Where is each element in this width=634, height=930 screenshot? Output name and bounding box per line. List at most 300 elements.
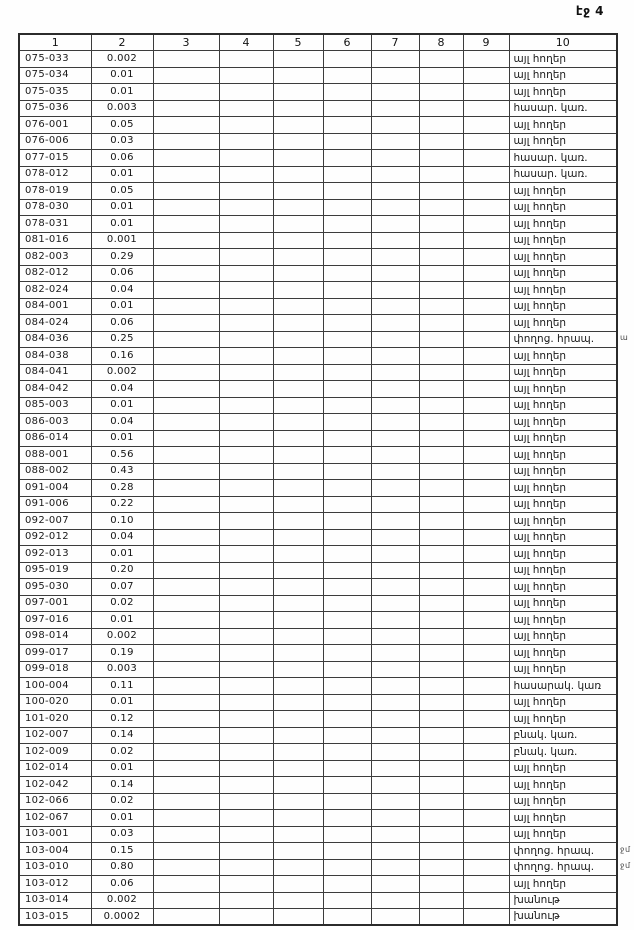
- empty-cell: [419, 84, 463, 101]
- land-category-cell: այլ հողեր: [509, 51, 617, 68]
- empty-cell: [371, 859, 419, 876]
- table-row: [19, 348, 617, 365]
- empty-cell: [463, 595, 509, 612]
- empty-cell: [219, 826, 273, 843]
- parcel-code-cell: 103-015: [19, 909, 91, 926]
- empty-cell: [219, 711, 273, 728]
- empty-cell: [323, 282, 371, 299]
- empty-cell: [419, 760, 463, 777]
- empty-cell: [371, 496, 419, 513]
- table-row: [19, 892, 617, 909]
- empty-cell: [153, 265, 219, 282]
- land-category-cell: այլ հողեր: [509, 694, 617, 711]
- empty-cell: [371, 529, 419, 546]
- land-category-cell: այլ հողեր: [509, 183, 617, 200]
- table-row: [19, 232, 617, 249]
- parcel-code-cell: 084-038: [19, 348, 91, 365]
- empty-cell: [463, 628, 509, 645]
- empty-cell: [219, 546, 273, 563]
- empty-cell: [419, 282, 463, 299]
- empty-cell: [463, 166, 509, 183]
- empty-cell: [273, 480, 323, 497]
- empty-cell: [371, 826, 419, 843]
- empty-cell: [153, 529, 219, 546]
- empty-cell: [419, 364, 463, 381]
- parcel-code-cell: 077-015: [19, 150, 91, 167]
- table-row: [19, 843, 617, 860]
- empty-cell: [371, 348, 419, 365]
- empty-cell: [219, 727, 273, 744]
- parcel-code-cell: 100-020: [19, 694, 91, 711]
- empty-cell: [371, 183, 419, 200]
- land-category-cell: հասարակ. կառ: [509, 678, 617, 695]
- empty-cell: [219, 117, 273, 134]
- empty-cell: [273, 661, 323, 678]
- empty-cell: [153, 199, 219, 216]
- empty-cell: [371, 628, 419, 645]
- empty-cell: [323, 826, 371, 843]
- empty-cell: [463, 513, 509, 530]
- area-value-cell: 0.01: [91, 216, 153, 233]
- empty-cell: [219, 298, 273, 315]
- table-row: [19, 711, 617, 728]
- empty-cell: [153, 133, 219, 150]
- empty-cell: [323, 348, 371, 365]
- empty-cell: [323, 777, 371, 794]
- empty-cell: [273, 876, 323, 893]
- area-value-cell: 0.11: [91, 678, 153, 695]
- empty-cell: [371, 447, 419, 464]
- empty-cell: [419, 331, 463, 348]
- empty-cell: [273, 117, 323, 134]
- empty-cell: [219, 282, 273, 299]
- empty-cell: [419, 430, 463, 447]
- land-category-cell: բնակ. կառ.: [509, 744, 617, 761]
- empty-cell: [323, 513, 371, 530]
- area-value-cell: 0.001: [91, 232, 153, 249]
- empty-cell: [419, 909, 463, 926]
- empty-cell: [463, 249, 509, 266]
- empty-cell: [153, 678, 219, 695]
- empty-cell: [153, 282, 219, 299]
- table-row: [19, 909, 617, 926]
- empty-cell: [463, 612, 509, 629]
- empty-cell: [419, 348, 463, 365]
- empty-cell: [273, 183, 323, 200]
- land-category-cell: այլ հողեր: [509, 826, 617, 843]
- empty-cell: [273, 777, 323, 794]
- area-value-cell: 0.06: [91, 150, 153, 167]
- empty-cell: [419, 381, 463, 398]
- empty-cell: [371, 661, 419, 678]
- empty-cell: [463, 562, 509, 579]
- empty-cell: [219, 51, 273, 68]
- empty-cell: [419, 199, 463, 216]
- empty-cell: [219, 331, 273, 348]
- empty-cell: [273, 727, 323, 744]
- empty-cell: [419, 826, 463, 843]
- empty-cell: [371, 150, 419, 167]
- parcel-code-cell: 091-006: [19, 496, 91, 513]
- empty-cell: [371, 67, 419, 84]
- area-value-cell: 0.002: [91, 51, 153, 68]
- parcel-code-cell: 088-002: [19, 463, 91, 480]
- empty-cell: [273, 331, 323, 348]
- empty-cell: [371, 810, 419, 827]
- empty-cell: [273, 447, 323, 464]
- land-category-cell: այլ հողեր: [509, 216, 617, 233]
- empty-cell: [323, 529, 371, 546]
- empty-cell: [273, 496, 323, 513]
- empty-cell: [153, 612, 219, 629]
- land-category-cell: խանութ: [509, 892, 617, 909]
- empty-cell: [371, 216, 419, 233]
- table-row: [19, 579, 617, 596]
- empty-cell: [323, 876, 371, 893]
- empty-cell: [323, 892, 371, 909]
- area-value-cell: 0.14: [91, 777, 153, 794]
- column-header: 3: [153, 34, 219, 51]
- column-header: 8: [419, 34, 463, 51]
- empty-cell: [419, 645, 463, 662]
- empty-cell: [463, 678, 509, 695]
- empty-cell: [323, 397, 371, 414]
- empty-cell: [273, 546, 323, 563]
- empty-cell: [273, 793, 323, 810]
- empty-cell: [323, 645, 371, 662]
- area-value-cell: 0.002: [91, 364, 153, 381]
- empty-cell: [219, 859, 273, 876]
- empty-cell: [219, 67, 273, 84]
- land-category-cell: այլ հողեր: [509, 661, 617, 678]
- empty-cell: [323, 67, 371, 84]
- empty-cell: [463, 661, 509, 678]
- parcel-code-cell: 078-031: [19, 216, 91, 233]
- empty-cell: [323, 579, 371, 596]
- empty-cell: [419, 661, 463, 678]
- empty-cell: [219, 480, 273, 497]
- empty-cell: [419, 892, 463, 909]
- land-category-cell: հասար. կառ.: [509, 166, 617, 183]
- empty-cell: [219, 694, 273, 711]
- empty-cell: [371, 777, 419, 794]
- area-value-cell: 0.20: [91, 562, 153, 579]
- column-header: 5: [273, 34, 323, 51]
- column-header: 7: [371, 34, 419, 51]
- empty-cell: [273, 579, 323, 596]
- empty-cell: [419, 744, 463, 761]
- parcel-code-cell: 081-016: [19, 232, 91, 249]
- table-row: [19, 430, 617, 447]
- empty-cell: [323, 183, 371, 200]
- table-row: [19, 381, 617, 398]
- empty-cell: [273, 216, 323, 233]
- empty-cell: [153, 315, 219, 332]
- empty-cell: [273, 513, 323, 530]
- empty-cell: [419, 859, 463, 876]
- area-value-cell: 0.03: [91, 133, 153, 150]
- empty-cell: [153, 760, 219, 777]
- empty-cell: [371, 166, 419, 183]
- parcel-code-cell: 097-016: [19, 612, 91, 629]
- land-category-cell: այլ հողեր: [509, 876, 617, 893]
- empty-cell: [273, 414, 323, 431]
- empty-cell: [371, 892, 419, 909]
- empty-cell: [153, 843, 219, 860]
- parcel-code-cell: 092-012: [19, 529, 91, 546]
- parcel-code-cell: 103-001: [19, 826, 91, 843]
- empty-cell: [323, 678, 371, 695]
- empty-cell: [463, 67, 509, 84]
- parcel-code-cell: 084-041: [19, 364, 91, 381]
- land-category-cell: այլ հողեր: [509, 315, 617, 332]
- table-row: [19, 628, 617, 645]
- empty-cell: [273, 760, 323, 777]
- empty-cell: [371, 562, 419, 579]
- empty-cell: [153, 793, 219, 810]
- empty-cell: [153, 447, 219, 464]
- table-row: [19, 727, 617, 744]
- empty-cell: [219, 150, 273, 167]
- parcel-code-cell: 075-034: [19, 67, 91, 84]
- parcel-code-cell: 076-006: [19, 133, 91, 150]
- empty-cell: [153, 711, 219, 728]
- empty-cell: [419, 51, 463, 68]
- table-row: [19, 117, 617, 134]
- empty-cell: [371, 760, 419, 777]
- empty-cell: [323, 100, 371, 117]
- area-value-cell: 0.19: [91, 645, 153, 662]
- empty-cell: [273, 67, 323, 84]
- land-category-cell: այլ հողեր: [509, 249, 617, 266]
- table-row: [19, 546, 617, 563]
- table-row: [19, 150, 617, 167]
- empty-cell: [219, 777, 273, 794]
- empty-cell: [219, 348, 273, 365]
- parcel-code-cell: 086-003: [19, 414, 91, 431]
- empty-cell: [273, 298, 323, 315]
- area-value-cell: 0.02: [91, 744, 153, 761]
- empty-cell: [463, 282, 509, 299]
- empty-cell: [219, 628, 273, 645]
- empty-cell: [219, 199, 273, 216]
- table-row: [19, 496, 617, 513]
- empty-cell: [273, 364, 323, 381]
- area-value-cell: 0.06: [91, 315, 153, 332]
- table-row: [19, 513, 617, 530]
- column-header: 2: [91, 34, 153, 51]
- empty-cell: [419, 595, 463, 612]
- land-category-cell: այլ հողեր: [509, 760, 617, 777]
- empty-cell: [463, 447, 509, 464]
- empty-cell: [219, 513, 273, 530]
- empty-cell: [219, 612, 273, 629]
- area-value-cell: 0.01: [91, 397, 153, 414]
- parcel-code-cell: 084-042: [19, 381, 91, 398]
- table-row: [19, 661, 617, 678]
- empty-cell: [463, 315, 509, 332]
- area-value-cell: 0.04: [91, 381, 153, 398]
- parcel-code-cell: 103-004: [19, 843, 91, 860]
- empty-cell: [273, 744, 323, 761]
- empty-cell: [219, 232, 273, 249]
- parcel-code-cell: 101-020: [19, 711, 91, 728]
- empty-cell: [219, 496, 273, 513]
- empty-cell: [273, 859, 323, 876]
- empty-cell: [419, 546, 463, 563]
- table-row: [19, 612, 617, 629]
- parcel-code-cell: 102-042: [19, 777, 91, 794]
- empty-cell: [371, 645, 419, 662]
- empty-cell: [463, 826, 509, 843]
- empty-cell: [153, 694, 219, 711]
- empty-cell: [153, 480, 219, 497]
- land-category-cell: այլ հողեր: [509, 463, 617, 480]
- empty-cell: [153, 381, 219, 398]
- empty-cell: [463, 298, 509, 315]
- empty-cell: [463, 331, 509, 348]
- land-category-cell: այլ հողեր: [509, 529, 617, 546]
- empty-cell: [371, 744, 419, 761]
- parcel-code-cell: 095-030: [19, 579, 91, 596]
- parcel-code-cell: 102-014: [19, 760, 91, 777]
- area-value-cell: 0.01: [91, 199, 153, 216]
- empty-cell: [323, 810, 371, 827]
- empty-cell: [463, 810, 509, 827]
- empty-cell: [419, 810, 463, 827]
- table-row: [19, 100, 617, 117]
- empty-cell: [273, 51, 323, 68]
- empty-cell: [323, 315, 371, 332]
- area-value-cell: 0.04: [91, 529, 153, 546]
- empty-cell: [153, 84, 219, 101]
- empty-cell: [463, 84, 509, 101]
- empty-cell: [419, 298, 463, 315]
- empty-cell: [219, 166, 273, 183]
- empty-cell: [371, 51, 419, 68]
- empty-cell: [323, 249, 371, 266]
- empty-cell: [323, 364, 371, 381]
- empty-cell: [273, 315, 323, 332]
- empty-cell: [219, 810, 273, 827]
- empty-cell: [219, 595, 273, 612]
- empty-cell: [153, 117, 219, 134]
- empty-cell: [463, 199, 509, 216]
- area-value-cell: 0.25: [91, 331, 153, 348]
- empty-cell: [273, 645, 323, 662]
- area-value-cell: 0.07: [91, 579, 153, 596]
- land-category-cell: փողոց. հրապ.: [509, 843, 617, 860]
- empty-cell: [153, 579, 219, 596]
- empty-cell: [323, 546, 371, 563]
- empty-cell: [323, 265, 371, 282]
- empty-cell: [153, 348, 219, 365]
- table-row: [19, 282, 617, 299]
- empty-cell: [371, 793, 419, 810]
- empty-cell: [323, 430, 371, 447]
- empty-cell: [323, 480, 371, 497]
- empty-cell: [273, 100, 323, 117]
- area-value-cell: 0.10: [91, 513, 153, 530]
- land-category-cell: այլ հողեր: [509, 612, 617, 629]
- area-value-cell: 0.80: [91, 859, 153, 876]
- empty-cell: [419, 397, 463, 414]
- land-category-cell: այլ հողեր: [509, 117, 617, 134]
- empty-cell: [219, 364, 273, 381]
- area-value-cell: 0.22: [91, 496, 153, 513]
- empty-cell: [323, 381, 371, 398]
- table-row: [19, 529, 617, 546]
- empty-cell: [273, 678, 323, 695]
- empty-cell: [153, 100, 219, 117]
- empty-cell: [463, 150, 509, 167]
- empty-cell: [273, 381, 323, 398]
- land-category-cell: այլ հողեր: [509, 562, 617, 579]
- empty-cell: [419, 793, 463, 810]
- area-value-cell: 0.01: [91, 166, 153, 183]
- empty-cell: [463, 480, 509, 497]
- land-category-cell: այլ հողեր: [509, 496, 617, 513]
- table-row: [19, 826, 617, 843]
- empty-cell: [219, 414, 273, 431]
- empty-cell: [273, 166, 323, 183]
- table-row: [19, 265, 617, 282]
- empty-cell: [323, 595, 371, 612]
- empty-cell: [463, 529, 509, 546]
- empty-cell: [219, 793, 273, 810]
- empty-cell: [371, 711, 419, 728]
- empty-cell: [463, 546, 509, 563]
- empty-cell: [273, 562, 323, 579]
- empty-cell: [463, 232, 509, 249]
- column-header: 4: [219, 34, 273, 51]
- empty-cell: [323, 216, 371, 233]
- empty-cell: [323, 199, 371, 216]
- handwritten-margin-note: ա: [620, 333, 629, 342]
- parcel-code-cell: 102-066: [19, 793, 91, 810]
- parcel-code-cell: 103-014: [19, 892, 91, 909]
- area-value-cell: 0.01: [91, 430, 153, 447]
- empty-cell: [153, 810, 219, 827]
- empty-cell: [323, 744, 371, 761]
- empty-cell: [371, 579, 419, 596]
- empty-cell: [153, 546, 219, 563]
- table-row: [19, 84, 617, 101]
- empty-cell: [463, 843, 509, 860]
- area-value-cell: 0.12: [91, 711, 153, 728]
- empty-cell: [219, 397, 273, 414]
- empty-cell: [273, 892, 323, 909]
- area-value-cell: 0.01: [91, 612, 153, 629]
- empty-cell: [219, 447, 273, 464]
- table-row: [19, 876, 617, 893]
- empty-cell: [273, 595, 323, 612]
- empty-cell: [153, 150, 219, 167]
- empty-cell: [219, 579, 273, 596]
- column-header: 6: [323, 34, 371, 51]
- empty-cell: [323, 84, 371, 101]
- empty-cell: [153, 595, 219, 612]
- area-value-cell: 0.002: [91, 892, 153, 909]
- land-category-cell: փողոց. հրապ.: [509, 859, 617, 876]
- table-row: [19, 595, 617, 612]
- land-category-cell: բնակ. կառ.: [509, 727, 617, 744]
- empty-cell: [323, 166, 371, 183]
- empty-cell: [153, 364, 219, 381]
- parcel-code-cell: 078-019: [19, 183, 91, 200]
- empty-cell: [371, 249, 419, 266]
- empty-cell: [273, 265, 323, 282]
